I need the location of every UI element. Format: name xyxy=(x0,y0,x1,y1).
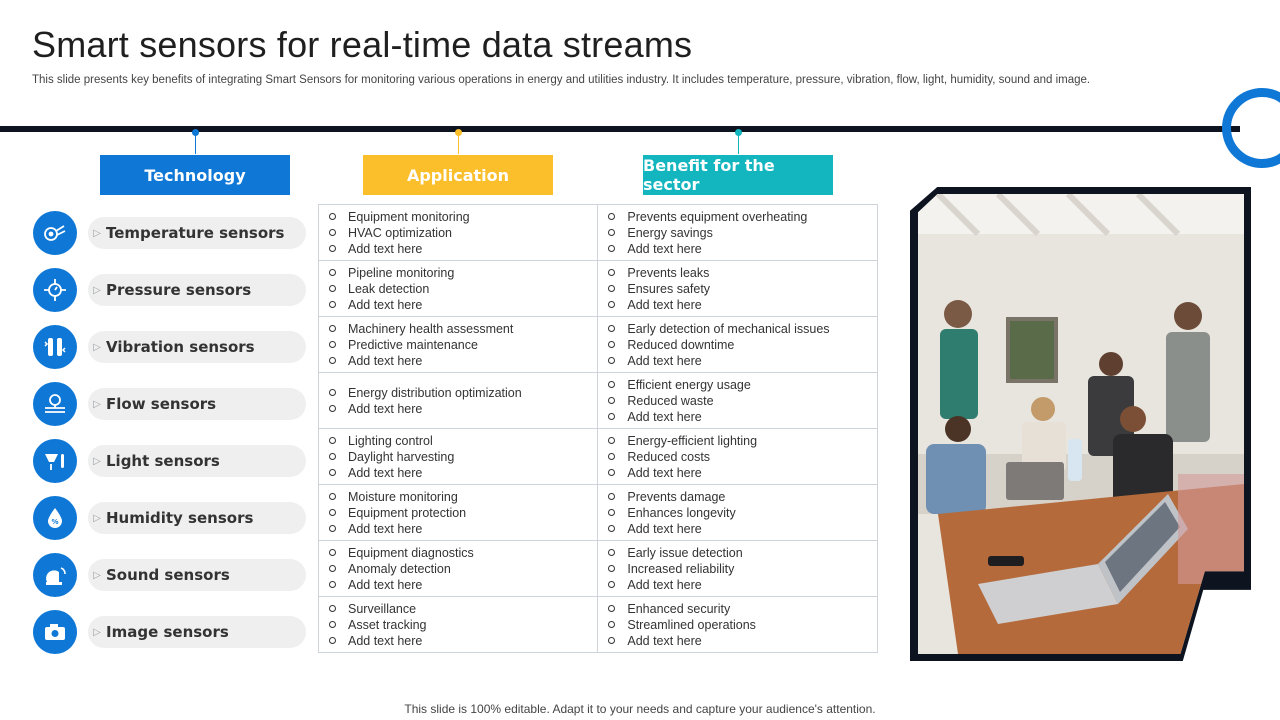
sensor-label-pill xyxy=(88,616,306,648)
application-cell xyxy=(319,597,598,653)
benefit-cell xyxy=(598,261,878,317)
list-item: Add text here xyxy=(329,353,597,369)
application-cell xyxy=(319,261,598,317)
connector-technology xyxy=(195,132,196,154)
footer-note: This slide is 100% editable. Adapt it to your needs and capture your audience's attention. xyxy=(404,702,876,716)
benefit-cell xyxy=(598,429,878,485)
sound-sensor-icon xyxy=(33,553,77,597)
table-row xyxy=(319,541,878,597)
sensor-row-vibration xyxy=(33,325,308,369)
list-item: Early detection of mechanical issues xyxy=(608,321,877,337)
list-item: Add text here xyxy=(329,241,597,257)
list-item: Surveillance xyxy=(329,601,597,617)
list-item: Moisture monitoring xyxy=(329,489,597,505)
sensor-label-pill xyxy=(88,502,306,534)
list-item: Ensures safety xyxy=(608,281,877,297)
chevron-right-icon: ▷ xyxy=(93,284,101,296)
chevron-right-icon: ▷ xyxy=(93,455,101,467)
list-item: Add text here xyxy=(608,465,877,481)
list-item: Add text here xyxy=(608,297,877,313)
sensor-name: Temperature sensors xyxy=(106,224,285,242)
benefit-cell xyxy=(598,541,878,597)
list-item: Predictive maintenance xyxy=(329,337,597,353)
sensor-label-pill xyxy=(88,388,306,420)
list-item: Add text here xyxy=(608,633,877,649)
pressure-gauge-icon xyxy=(33,268,77,312)
sensor-row-light xyxy=(33,439,308,483)
chevron-right-icon: ▷ xyxy=(93,227,101,239)
sensor-label-pill xyxy=(88,274,306,306)
top-divider-bar xyxy=(0,126,1240,132)
list-item: Asset tracking xyxy=(329,617,597,633)
sensor-name: Light sensors xyxy=(106,452,220,470)
table-row xyxy=(319,597,878,653)
benefit-cell xyxy=(598,485,878,541)
list-item: Prevents leaks xyxy=(608,265,877,281)
sensor-row-temperature xyxy=(33,211,308,255)
sensor-name: Pressure sensors xyxy=(106,281,252,299)
sensor-name: Image sensors xyxy=(106,623,229,641)
list-item: Add text here xyxy=(329,577,597,593)
connector-benefit xyxy=(738,132,739,154)
application-cell xyxy=(319,317,598,373)
humidity-drop-icon xyxy=(33,496,77,540)
application-cell xyxy=(319,205,598,261)
list-item: Enhances longevity xyxy=(608,505,877,521)
vibration-icon xyxy=(33,325,77,369)
chevron-right-icon: ▷ xyxy=(93,341,101,353)
list-item: Lighting control xyxy=(329,433,597,449)
application-cell xyxy=(319,373,598,429)
decorative-ring xyxy=(1222,88,1280,168)
table-row xyxy=(319,485,878,541)
sensor-label-pill xyxy=(88,559,306,591)
list-item: Add text here xyxy=(608,353,877,369)
thermometer-probe-icon xyxy=(33,211,77,255)
table-row xyxy=(319,429,878,485)
list-item: Reduced waste xyxy=(608,393,877,409)
list-item: HVAC optimization xyxy=(329,225,597,241)
list-item: Add text here xyxy=(329,297,597,313)
sensor-label-pill xyxy=(88,445,306,477)
application-benefit-table xyxy=(318,204,878,653)
sensor-row-image xyxy=(33,610,308,654)
slide-title: Smart sensors for real-time data streams xyxy=(32,24,693,65)
application-cell xyxy=(319,429,598,485)
sensor-row-humidity xyxy=(33,496,308,540)
list-item: Prevents equipment overheating xyxy=(608,209,877,225)
sensor-name: Flow sensors xyxy=(106,395,217,413)
sensor-label-pill xyxy=(88,217,306,249)
table-row xyxy=(319,205,878,261)
svg-text:%: % xyxy=(51,518,59,526)
list-item: Equipment protection xyxy=(329,505,597,521)
sensor-name: Vibration sensors xyxy=(106,338,255,356)
flow-meter-icon xyxy=(33,382,77,426)
list-item: Reduced costs xyxy=(608,449,877,465)
technology-header: Technology xyxy=(100,155,290,195)
application-cell xyxy=(319,485,598,541)
sensor-row-sound xyxy=(33,553,308,597)
list-item: Equipment diagnostics xyxy=(329,545,597,561)
sensor-row-pressure xyxy=(33,268,308,312)
sensor-name: Humidity sensors xyxy=(106,509,254,527)
application-header: Application xyxy=(363,155,553,195)
sensor-label-pill xyxy=(88,331,306,363)
list-item: Add text here xyxy=(608,521,877,537)
benefit-cell xyxy=(598,597,878,653)
camera-icon xyxy=(33,610,77,654)
list-item: Prevents damage xyxy=(608,489,877,505)
list-item: Early issue detection xyxy=(608,545,877,561)
list-item: Anomaly detection xyxy=(329,561,597,577)
list-item: Increased reliability xyxy=(608,561,877,577)
list-item: Add text here xyxy=(329,633,597,649)
table-row xyxy=(319,373,878,429)
list-item: Add text here xyxy=(608,577,877,593)
list-item: Energy distribution optimization xyxy=(329,385,597,401)
list-item: Add text here xyxy=(608,409,877,425)
benefit-cell xyxy=(598,205,878,261)
benefit-cell xyxy=(598,373,878,429)
list-item: Efficient energy usage xyxy=(608,377,877,393)
list-item: Pipeline monitoring xyxy=(329,265,597,281)
list-item: Daylight harvesting xyxy=(329,449,597,465)
benefit-cell xyxy=(598,317,878,373)
sensor-name: Sound sensors xyxy=(106,566,230,584)
list-item: Streamlined operations xyxy=(608,617,877,633)
team-meeting-photo xyxy=(918,194,1244,654)
sensor-row-flow xyxy=(33,382,308,426)
list-item: Equipment monitoring xyxy=(329,209,597,225)
list-item: Add text here xyxy=(329,401,597,417)
table-row xyxy=(319,261,878,317)
chevron-right-icon: ▷ xyxy=(93,569,101,581)
chevron-right-icon: ▷ xyxy=(93,512,101,524)
chevron-right-icon: ▷ xyxy=(93,626,101,638)
list-item: Energy savings xyxy=(608,225,877,241)
list-item: Reduced downtime xyxy=(608,337,877,353)
slide-subtitle: This slide presents key benefits of integrating Smart Sensors for monitoring various operations in energy and utilities industry. It includes temperature, pressure, vibration, flow, light, humidity, sound and image. xyxy=(32,74,1091,86)
benefit-header: Benefit for the sector xyxy=(643,155,833,195)
table-row xyxy=(319,317,878,373)
list-item: Leak detection xyxy=(329,281,597,297)
list-item: Enhanced security xyxy=(608,601,877,617)
connector-application xyxy=(458,132,459,154)
list-item: Machinery health assessment xyxy=(329,321,597,337)
list-item: Add text here xyxy=(608,241,877,257)
application-cell xyxy=(319,541,598,597)
light-sensor-icon xyxy=(33,439,77,483)
list-item: Energy-efficient lighting xyxy=(608,433,877,449)
chevron-right-icon: ▷ xyxy=(93,398,101,410)
list-item: Add text here xyxy=(329,521,597,537)
list-item: Add text here xyxy=(329,465,597,481)
